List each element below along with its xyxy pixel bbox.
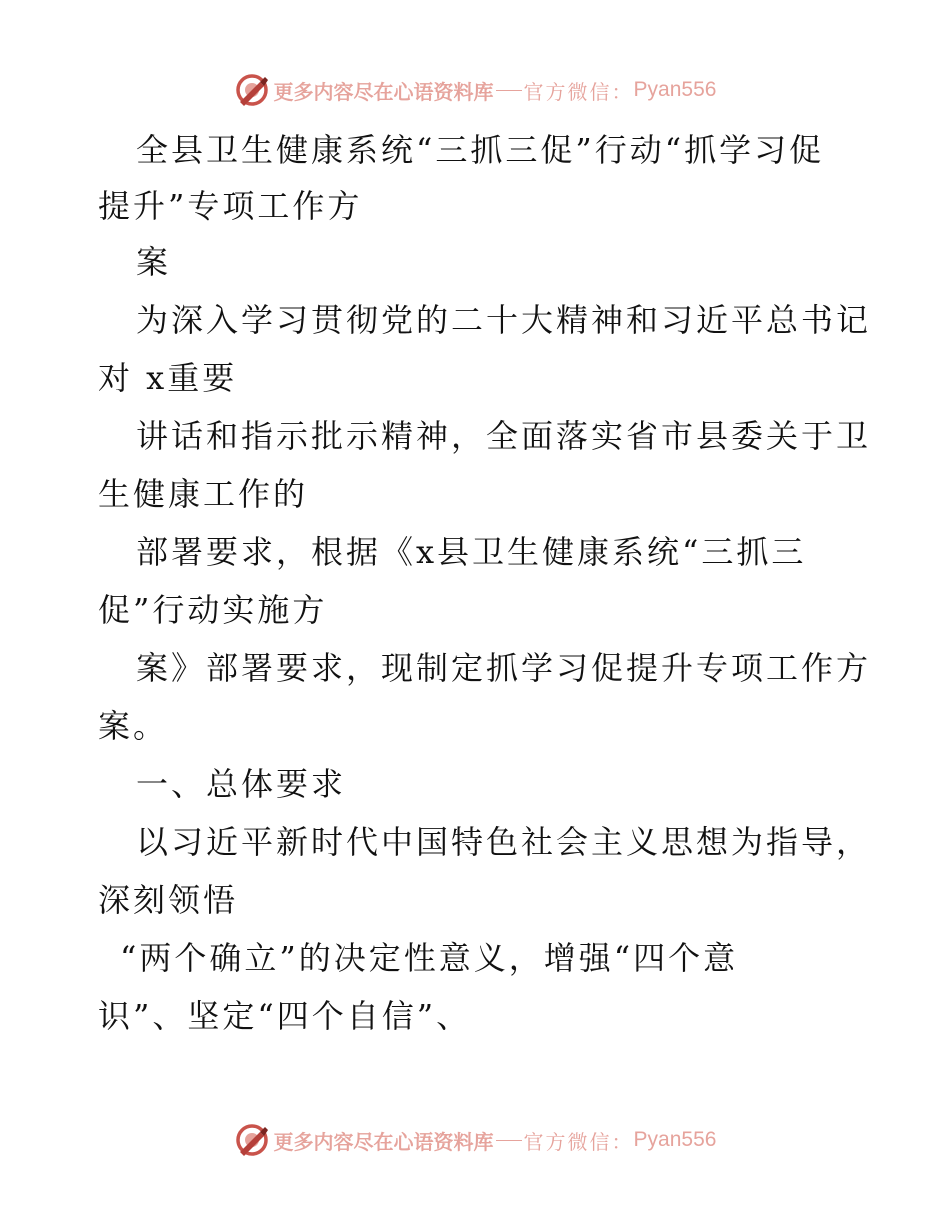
- paragraph-line: 讲话和指示批示精神，全面落实省市县委关于卫: [136, 417, 872, 455]
- paragraph-line: 案。: [98, 707, 169, 745]
- paragraph-line: “两个确立”的决定性意义，增强“四个意: [120, 939, 739, 977]
- title-line-2: 提升”专项工作方: [98, 187, 363, 225]
- footer-banner: [0, 1118, 950, 1162]
- banner-wechat-id: Pyan556: [633, 1128, 717, 1151]
- paragraph-line: 以习近平新时代中国特色社会主义思想为指导，: [136, 823, 872, 861]
- paragraph-line: 对 x重要: [98, 359, 238, 397]
- pen-logo-icon: [234, 72, 270, 108]
- banner-wechat-label: 官方微信：: [523, 79, 634, 104]
- paragraph-line: 为深入学习贯彻党的二十大精神和习近平总书记: [136, 301, 872, 339]
- banner-wechat-id: Pyan556: [633, 78, 717, 101]
- paragraph-line: 识”、坚定“四个自信”、: [98, 997, 472, 1035]
- banner-main-text: 更多内容尽在心语资料库: [273, 79, 494, 104]
- banner-dash: [496, 1140, 522, 1141]
- banner-wechat-label: 官方微信：: [523, 1129, 634, 1154]
- title-line-1: 全县卫生健康系统“三抓三促”行动“抓学习促: [136, 131, 825, 169]
- header-banner: [0, 68, 950, 112]
- paragraph-line: 案》部署要求，现制定抓学习促提升专项工作方: [136, 649, 872, 687]
- title-line-3: 案: [136, 243, 172, 281]
- pen-logo-icon: [234, 1122, 270, 1158]
- paragraph-line: 深刻领悟: [98, 881, 239, 919]
- paragraph-line: 部署要求，根据《x县卫生健康系统“三抓三: [136, 533, 807, 571]
- banner-dash: [496, 90, 522, 91]
- banner-main-text: 更多内容尽在心语资料库: [273, 1129, 494, 1154]
- section-heading: 一、总体要求: [136, 765, 347, 803]
- paragraph-line: 生健康工作的: [98, 475, 309, 513]
- paragraph-line: 促”行动实施方: [98, 591, 328, 629]
